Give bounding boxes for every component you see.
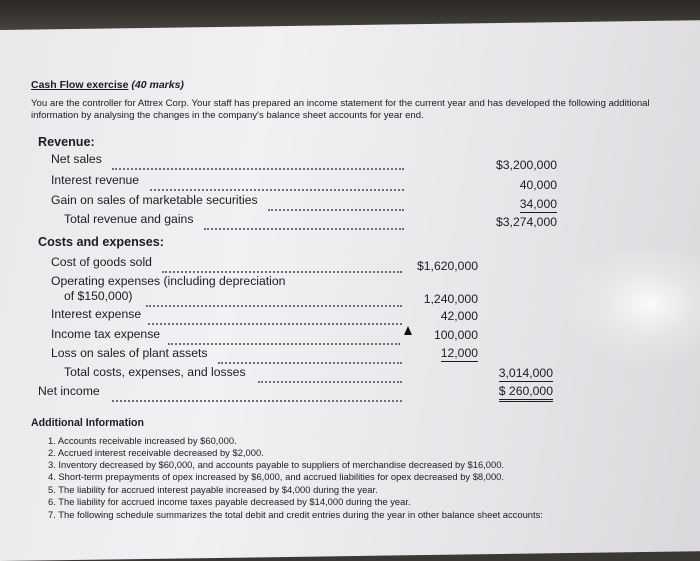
row-label: Gain on sales of marketable securities bbox=[51, 193, 258, 207]
leader-dots bbox=[162, 263, 402, 273]
statement-row-interest-revenue bbox=[0, 173, 700, 192]
row-label-continued: of $150,000) bbox=[64, 289, 133, 303]
revenue-heading: Revenue: bbox=[38, 135, 95, 149]
statement-row-net-sales bbox=[0, 152, 700, 172]
leader-dots bbox=[268, 201, 404, 211]
costs-heading: Costs and expenses: bbox=[38, 235, 164, 249]
row-amount: 1,240,000 bbox=[423, 292, 478, 306]
leader-dots bbox=[168, 335, 400, 345]
row-amount: 3,014,000 bbox=[498, 366, 553, 380]
row-label: Net sales bbox=[51, 152, 102, 166]
row-amount: 100,000 bbox=[433, 328, 478, 342]
statement-row-total-revenue bbox=[0, 212, 700, 228]
row-amount: $3,274,000 bbox=[496, 215, 557, 229]
row-amount: $ 260,000 bbox=[499, 384, 553, 402]
additional-info-item: 5. The liability for accrued interest payable increased by $4,000 during the year. bbox=[48, 484, 378, 495]
row-label: Interest revenue bbox=[51, 173, 140, 187]
exercise-title bbox=[31, 79, 184, 91]
row-amount: 42,000 bbox=[440, 309, 478, 323]
leader-dots bbox=[112, 392, 402, 402]
leader-dots bbox=[150, 181, 404, 191]
additional-info-item: 4. Short-term prepayments of opex increased by $6,000, and accrued liabilities for opex decreased by $8,000. bbox=[48, 471, 504, 482]
statement-row-loss-plant-assets bbox=[0, 346, 700, 362]
statement-row-operating-expenses bbox=[0, 274, 700, 306]
leader-dots bbox=[148, 315, 402, 325]
leader-dots bbox=[258, 373, 402, 383]
row-label: Loss on sales of plant assets bbox=[51, 346, 208, 360]
additional-info-item: 1. Accounts receivable increased by $60,000. bbox=[48, 435, 237, 446]
row-amount: $1,620,000 bbox=[417, 259, 478, 273]
additional-info-item: 7. The following schedule summarizes the total debit and credit entries during the year in other balance sheet accounts: bbox=[48, 509, 543, 520]
title-marks: (40 marks) bbox=[131, 79, 184, 91]
row-amount: $3,200,000 bbox=[496, 158, 557, 172]
row-label: Cost of goods sold bbox=[51, 255, 152, 269]
leader-dots bbox=[204, 220, 404, 230]
row-amount: 34,000 bbox=[519, 197, 557, 211]
statement-row-net-income bbox=[0, 384, 700, 400]
statement-row-cogs bbox=[0, 255, 700, 271]
row-label: Operating expenses (including depreciation bbox=[51, 274, 286, 288]
leader-dots bbox=[218, 354, 402, 364]
additional-info-item: 2. Accrued interest receivable decreased by $2,000. bbox=[48, 447, 264, 458]
row-label: Total costs, expenses, and losses bbox=[64, 365, 246, 379]
row-amount: 12,000 bbox=[440, 346, 478, 360]
leader-dots bbox=[112, 160, 404, 170]
additional-info-heading: Additional Information bbox=[31, 417, 144, 429]
statement-row-gain-securities bbox=[0, 193, 700, 209]
statement-row-interest-expense bbox=[0, 307, 700, 323]
title-main: Cash Flow exercise bbox=[31, 79, 129, 91]
additional-info-item: 6. The liability for accrued income taxes payable decreased by $14,000 during the year. bbox=[48, 496, 411, 507]
statement-row-income-tax bbox=[0, 327, 700, 343]
row-label: Income tax expense bbox=[51, 327, 161, 341]
statement-row-total-costs bbox=[0, 365, 700, 381]
row-label: Total revenue and gains bbox=[64, 212, 194, 226]
additional-info-item: 3. Inventory decreased by $60,000, and accounts payable to suppliers of merchandise decreased by $16,000. bbox=[48, 459, 505, 470]
mouse-cursor-icon bbox=[404, 326, 412, 335]
row-amount: 40,000 bbox=[519, 178, 557, 192]
intro-paragraph: You are the controller for Attrex Corp. Your staff has prepared an income statement for the current year and has developed the following additional information by analysing the changes in the company's balance sheet accounts for year end. bbox=[31, 98, 650, 121]
row-label: Net income bbox=[38, 384, 100, 398]
row-label: Interest expense bbox=[51, 307, 142, 321]
leader-dots bbox=[146, 297, 402, 307]
